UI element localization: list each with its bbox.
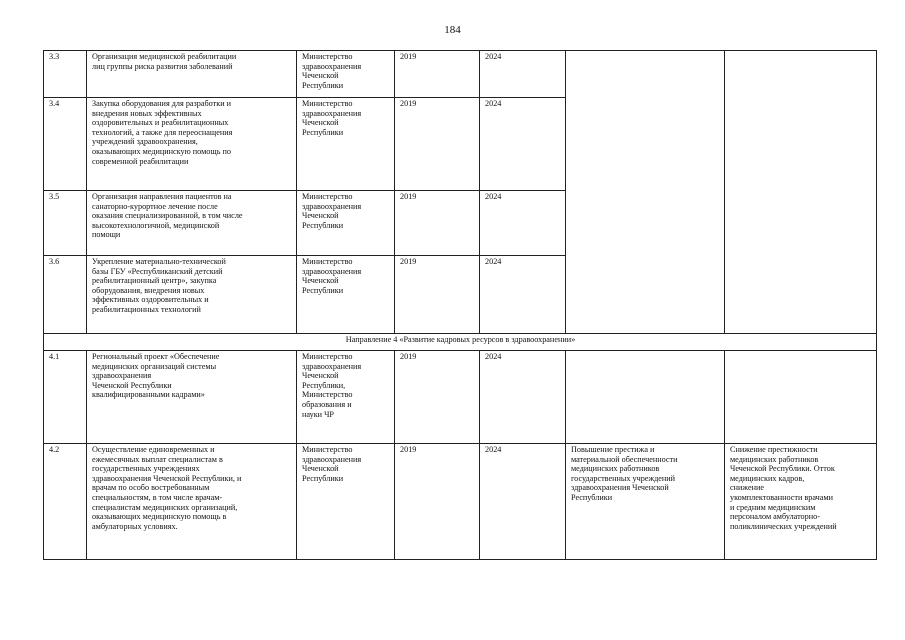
executor: Министерство здравоохранения Чеченской Республики, Министерство образования и науки ЧР xyxy=(297,351,395,444)
end-year: 2024 xyxy=(480,51,566,98)
executor: Министерство здравоохранения Чеченской Республики xyxy=(297,98,395,191)
start-year: 2019 xyxy=(395,351,480,444)
measure-name: Закупка оборудования для разработки и внедрения новых эффективных оздоровительных и реабилитационных технологий, а также для переоснащения учреждений здравоохранения, оказывающих медицинскую помощь по современной реабилитации xyxy=(87,98,297,191)
start-year: 2019 xyxy=(395,191,480,256)
row-number: 3.4 xyxy=(44,98,87,191)
measure-name: Региональный проект «Обеспечение медицинских организаций системы здравоохранения Чеченской Республики квалифицированными кадрами» xyxy=(87,351,297,444)
table-row xyxy=(44,444,877,560)
executor: Министерство здравоохранения Чеченской Республики xyxy=(297,444,395,560)
executor: Министерство здравоохранения Чеченской Республики xyxy=(297,256,395,334)
section-header-row xyxy=(44,334,877,351)
measure-name: Осуществление единовременных и ежемесячных выплат специалистам в государственных учреждениях здравоохранения Чеченской Республики, и врачам по особо востребованным специальностям, в том числе врачам- специалистам медицинских организаций, оказывающих медицинскую помощь в амбулаторных условиях. xyxy=(87,444,297,560)
end-year: 2024 xyxy=(480,256,566,334)
end-year: 2024 xyxy=(480,98,566,191)
start-year: 2019 xyxy=(395,444,480,560)
measure-name: Укрепление материально-технической базы ГБУ «Республиканский детский реабилитационный центр», закупка оборудования, внедрения новых эффективных оздоровительных и реабилитационных технологий xyxy=(87,256,297,334)
measure-name: Организация направления пациентов на санаторно-курортное лечение после оказания специализированной, в том числе высокотехнологичной, медицинской помощи xyxy=(87,191,297,256)
row-number: 3.3 xyxy=(44,51,87,98)
start-year: 2019 xyxy=(395,98,480,191)
executor: Министерство здравоохранения Чеченской Республики xyxy=(297,191,395,256)
expected-result: Повышение престижа и материальной обеспеченности медицинских работников государственных учреждений здравоохранения Чеченской Республики xyxy=(566,444,725,560)
row-number: 3.6 xyxy=(44,256,87,334)
end-year: 2024 xyxy=(480,191,566,256)
expected-result xyxy=(566,351,725,444)
end-year: 2024 xyxy=(480,351,566,444)
consequence-cell-merged xyxy=(725,51,877,334)
page-number: 184 xyxy=(444,24,461,36)
table-row xyxy=(44,351,877,444)
executor: Министерство здравоохранения Чеченской Республики xyxy=(297,51,395,98)
measures-table xyxy=(43,50,877,560)
start-year: 2019 xyxy=(395,51,480,98)
consequence xyxy=(725,351,877,444)
section-title: Направление 4 «Развитие кадровых ресурсов в здравоохранении» xyxy=(44,334,877,351)
result-cell-merged xyxy=(566,51,725,334)
start-year: 2019 xyxy=(395,256,480,334)
row-number: 3.5 xyxy=(44,191,87,256)
measure-name: Организация медицинской реабилитации лиц группы риска развития заболеваний xyxy=(87,51,297,98)
consequence: Снижение престижности медицинских работников Чеченской Республики. Отток медицинских кадров, снижение укомплектованности врачами и средним медицинским персоналом амбулаторно- поликлинических учреждений xyxy=(725,444,877,560)
end-year: 2024 xyxy=(480,444,566,560)
row-number: 4.2 xyxy=(44,444,87,560)
row-number: 4.1 xyxy=(44,351,87,444)
table-row xyxy=(44,51,877,98)
